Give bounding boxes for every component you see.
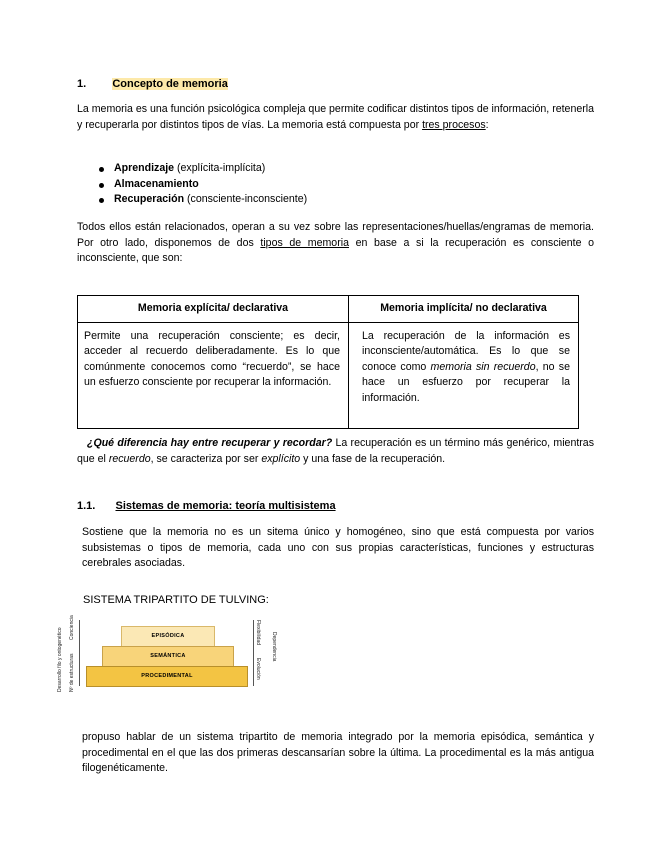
right-axis-line: [253, 620, 254, 686]
figure-title: SISTEMA TRIPARTITO DE TULVING:: [83, 594, 269, 606]
left-label: Conciencia: [69, 615, 75, 640]
explicit-cell: Permite una recuperación consciente; es decir, acceder al recuerdo deliberadamente. Es lo que comúnmente conocemos como “recuerdo”, se hace un esfuerzo consciente por recuperar la información.: [78, 322, 349, 428]
left-label: Desarrollo filo y ontogenético: [57, 627, 63, 692]
answer-text: , se caracteriza por ser: [150, 452, 262, 465]
types-text: Todos ellos están relacionados, operan a su vez sobre las representaciones/huellas/engramas de memoria. Por otro lado, disponemos de dos: [77, 221, 594, 249]
types-text-end: en base a si la recuperación es consciente o inconsciente, que son:: [77, 236, 594, 265]
list-item: [98, 161, 307, 177]
answer-text: La recuperación es un término más genérico, mientras que el: [77, 437, 594, 465]
answer-italic: explícito: [261, 452, 301, 465]
section-heading: [77, 78, 228, 90]
pyramid-level-procedural: PROCEDIMENTAL: [86, 666, 248, 687]
right-label: Evolución: [255, 658, 261, 680]
subsection-number: 1.1.: [77, 500, 96, 512]
section-number: 1.: [77, 78, 87, 90]
section-title: Concepto de memoria: [112, 78, 228, 90]
multisystem-paragraph: Sostiene que la memoria no es un sitema único y homogéneo, sino que está compuesta por varios subsistemas o tipos de memoria, cada uno con sus propias características, funciones y estructuras cerebrales asociadas.: [82, 526, 594, 570]
types-paragraph: [77, 220, 594, 267]
right-label: Flexibilidad: [255, 620, 261, 646]
intro-paragraph: [77, 102, 594, 133]
process-list: [98, 161, 307, 208]
memory-types-table: [77, 295, 579, 429]
implicit-text: La recuperación de la información es inconsciente/automática. Es lo que se conoce como: [362, 329, 570, 373]
pyramid-level-episodic: EPISÓDICA: [121, 626, 215, 647]
implicit-italic: memoria sin recuerdo: [430, 360, 536, 373]
answer-italic: recuerdo: [108, 452, 151, 465]
table-header: Memoria explícita/ declarativa: [78, 296, 349, 323]
tulving-paragraph: propuso hablar de un sistema tripartito de memoria integrado por la memoria episódica, semántica y procedimental en el que las dos primeras descansarían sobre la última. La procedimental es la más antigua filogenéticamente.: [82, 731, 594, 775]
process-detail: (explícita-implícita): [174, 162, 266, 174]
implicit-text-end: , no se hace un esfuerzo por recuperar la información.: [362, 360, 570, 404]
pyramid-level-semantic: SEMÁNTICA: [102, 646, 234, 667]
intro-text: La memoria es una función psicológica compleja que permite codificar distintos tipos de información, retenerla y recuperarla por distintos tipos de vías. La memoria está compuesta por: [77, 103, 595, 131]
tulving-pyramid-figure: [55, 612, 285, 694]
list-item: [98, 192, 307, 208]
types-underlined-term: tipos de memoria: [260, 236, 349, 249]
process-detail: (consciente-inconsciente): [184, 193, 308, 206]
right-label: Dependencia: [271, 632, 277, 662]
answer-text: y una fase de la recuperación.: [300, 452, 446, 465]
subsection-title: Sistemas de memoria: teoría multisistema: [115, 500, 336, 512]
implicit-cell: [349, 322, 579, 428]
process-name: Recuperación: [114, 193, 185, 206]
intro-underlined-term: tres procesos: [422, 118, 486, 131]
left-label: Nº de estructuras: [69, 653, 75, 692]
list-item: [98, 177, 307, 193]
subsection-heading: [77, 500, 336, 512]
process-name: Almacenamiento: [114, 177, 199, 190]
table-header: Memoria implícita/ no declarativa: [349, 296, 579, 323]
intro-colon: :: [485, 118, 489, 131]
left-axis-line: [79, 620, 80, 686]
question-paragraph: [77, 436, 594, 467]
question-text: ¿Qué diferencia hay entre recuperar y recordar?: [87, 437, 333, 449]
process-name: Aprendizaje: [114, 162, 175, 174]
